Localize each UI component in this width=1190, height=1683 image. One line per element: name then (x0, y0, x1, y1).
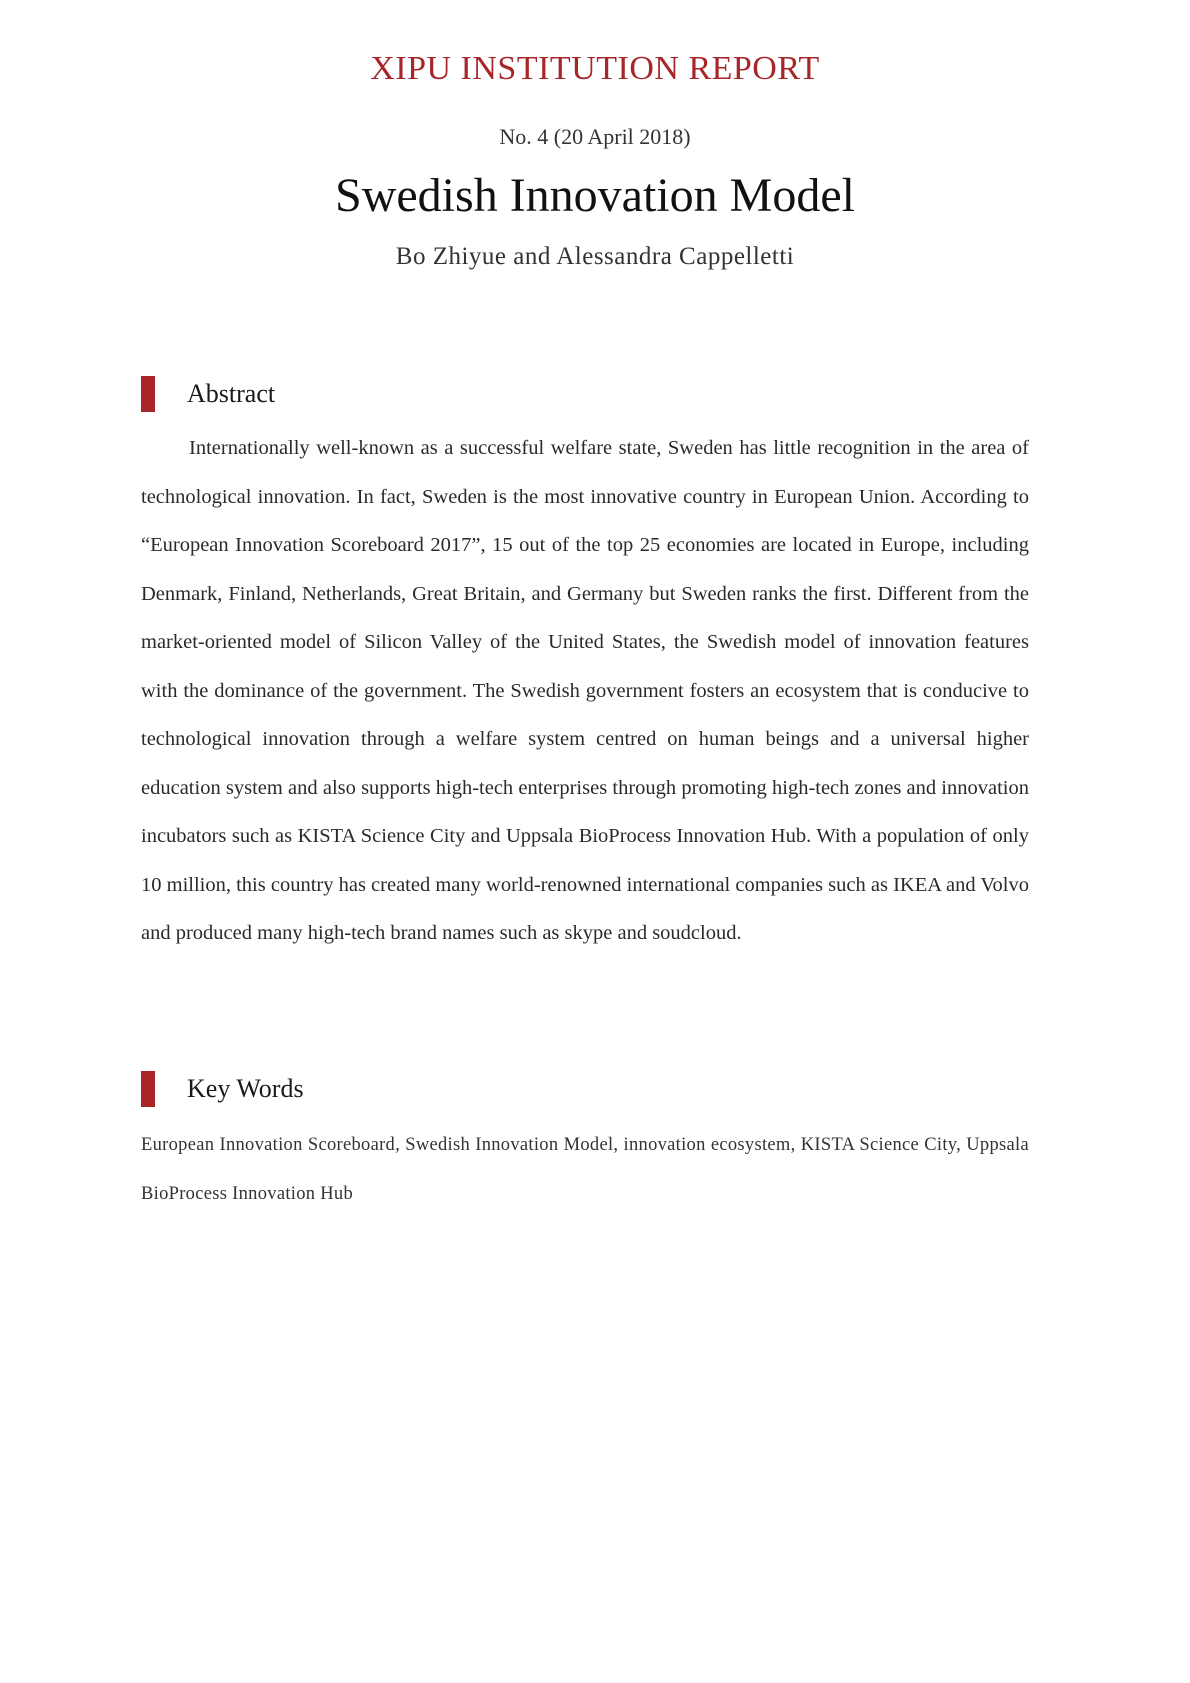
keywords-text: European Innovation Scoreboard, Swedish Innovation Model, innovation ecosystem, KISTA Science City, Uppsala BioProcess Innovation Hub (141, 1135, 1029, 1204)
section-marker (141, 1071, 155, 1107)
page-title: Swedish Innovation Model (335, 169, 855, 222)
abstract-heading (141, 376, 275, 412)
issue-line: No. 4 (20 April 2018) (499, 124, 691, 149)
institution-header: XIPU INSTITUTION REPORT (370, 50, 820, 87)
keywords-heading-label: Key Words (187, 1074, 304, 1103)
abstract-heading-label: Abstract (187, 379, 276, 408)
abstract-text: Internationally well-known as a successful welfare state, Sweden has little recognition in the area of technological innovation. In fact, Sweden is the most innovative country in European Union. According to “European Innovation Scoreboard 2017”, 15 out of the top 25 economies are located in Europe, including Denmark, Finland, Netherlands, Great Britain, and Germany but Sweden ranks the first. Different from the market-oriented model of Silicon Valley of the United States, the Swedish model of innovation features with the dominance of the government. The Swedish government fosters an ecosystem that is conducive to technological innovation through a welfare system centred on human beings and a universal higher education system and also supports high-tech enterprises through promoting high-tech zones and innovation incubators such as KISTA Science City and Uppsala BioProcess Innovation Hub. With a population of only 10 million, this country has created many world-renowned international companies such as IKEA and Volvo and produced many high-tech brand names such as skype and soudcloud. (141, 437, 1029, 944)
section-marker (141, 376, 155, 412)
authors-line: Bo Zhiyue and Alessandra Cappelletti (395, 243, 795, 270)
keywords-heading (141, 1071, 304, 1107)
